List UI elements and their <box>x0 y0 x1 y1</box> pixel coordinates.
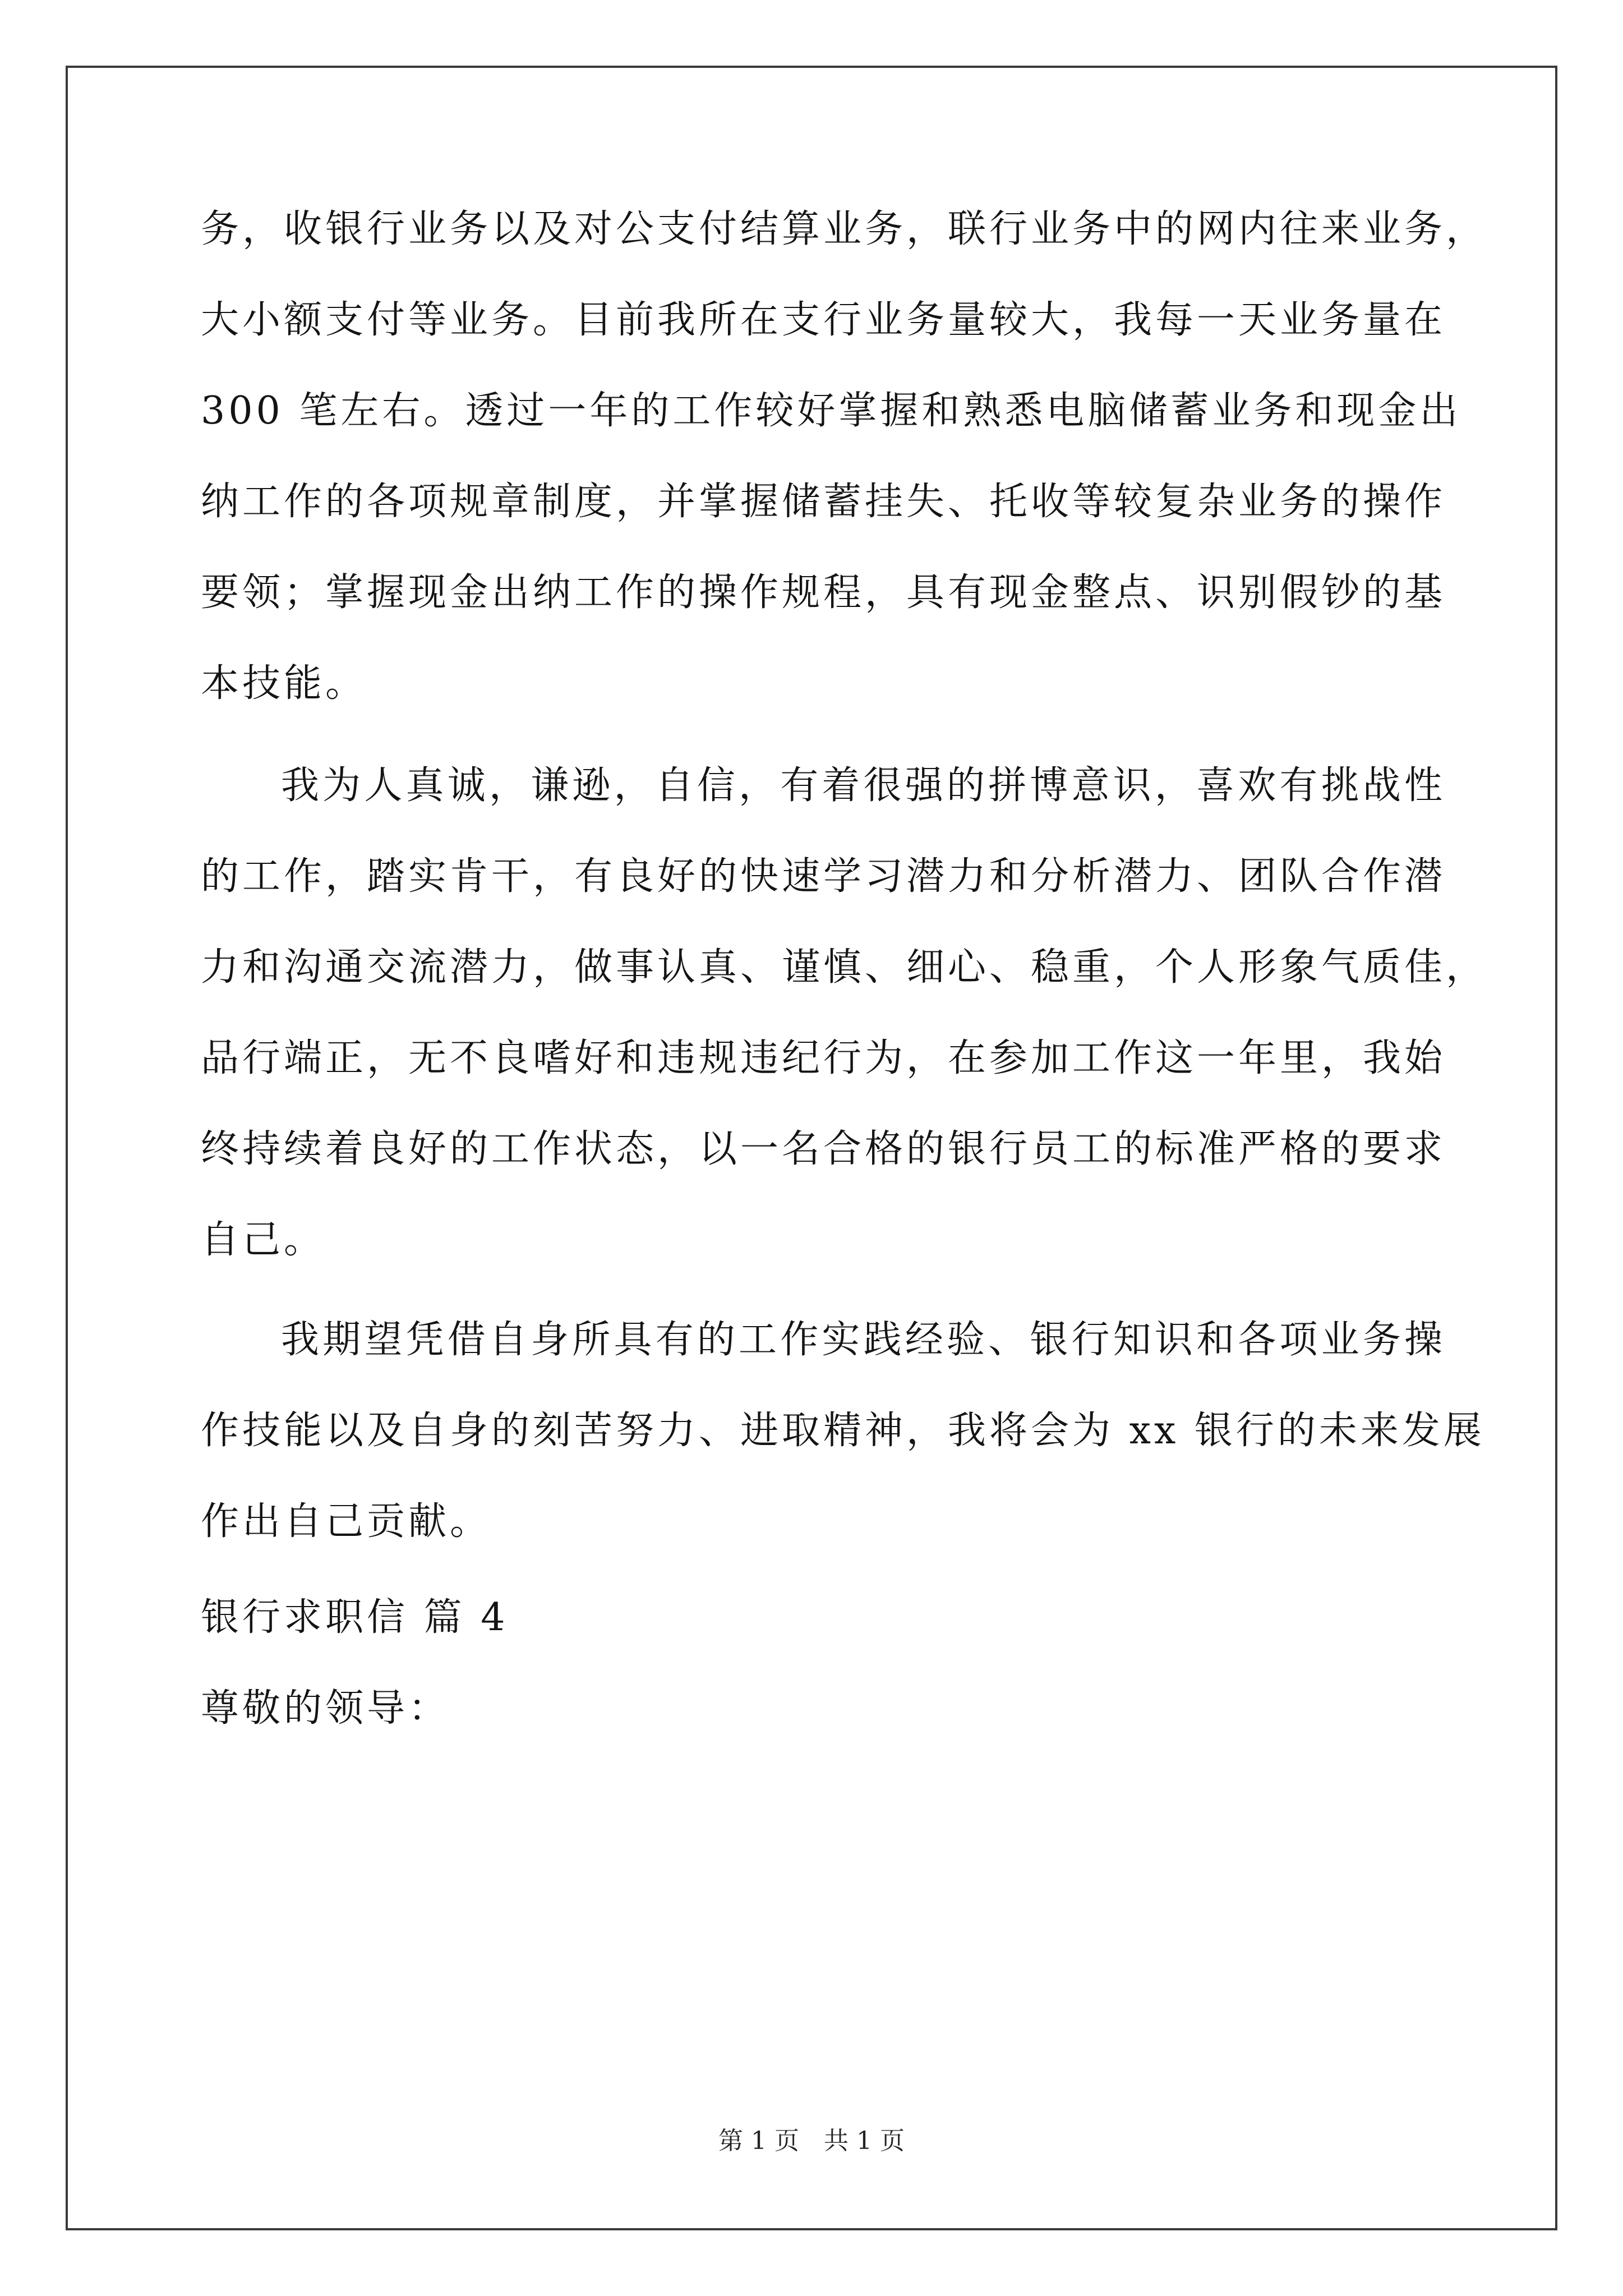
body-line: 300 笔左右。透过一年的工作较好掌握和熟悉电脑储蓄业务和现金出 <box>201 389 1461 433</box>
body-line: 的工作，踏实肯干，有良好的快速学习潜力和分析潜力、团队合作潜 <box>201 854 1446 899</box>
body-line: 要领；掌握现金出纳工作的操作规程，具有现金整点、识别假钞的基 <box>201 570 1446 615</box>
body-line: 我期望凭借自身所具有的工作实践经验、银行知识和各项业务操 <box>281 1318 1446 1362</box>
body-line: 作技能以及自身的刻苦努力、进取精神，我将会为 xx 银行的未来发展 <box>201 1409 1485 1453</box>
body-line: 务，收银行业务以及对公支付结算业务，联行业务中的网内往来业务， <box>201 207 1488 251</box>
body-line: 终持续着良好的工作状态，以一名合格的银行员工的标准严格的要求 <box>201 1127 1446 1171</box>
page-footer: 第 1 页 共 1 页 <box>718 2127 905 2155</box>
salutation: 尊敬的领导： <box>201 1686 450 1731</box>
body-line: 我为人真诚，谦逊，自信，有着很强的拼博意识，喜欢有挑战性 <box>281 763 1446 808</box>
body-line: 力和沟通交流潜力，做事认真、谨慎、细心、稳重，个人形象气质佳， <box>201 945 1488 990</box>
body-line: 自己。 <box>201 1218 326 1262</box>
body-line: 大小额支付等业务。目前我所在支行业务量较大，我每一天业务量在 <box>201 298 1446 342</box>
body-line: 品行端正，无不良嗜好和违规违纪行为，在参加工作这一年里，我始 <box>201 1036 1446 1080</box>
body-line: 纳工作的各项规章制度，并掌握储蓄挂失、托收等较复杂业务的操作 <box>201 480 1446 524</box>
section-heading: 银行求职信 篇 4 <box>201 1595 509 1640</box>
body-line: 作出自己贡献。 <box>201 1499 492 1544</box>
body-line: 本技能。 <box>201 661 367 706</box>
